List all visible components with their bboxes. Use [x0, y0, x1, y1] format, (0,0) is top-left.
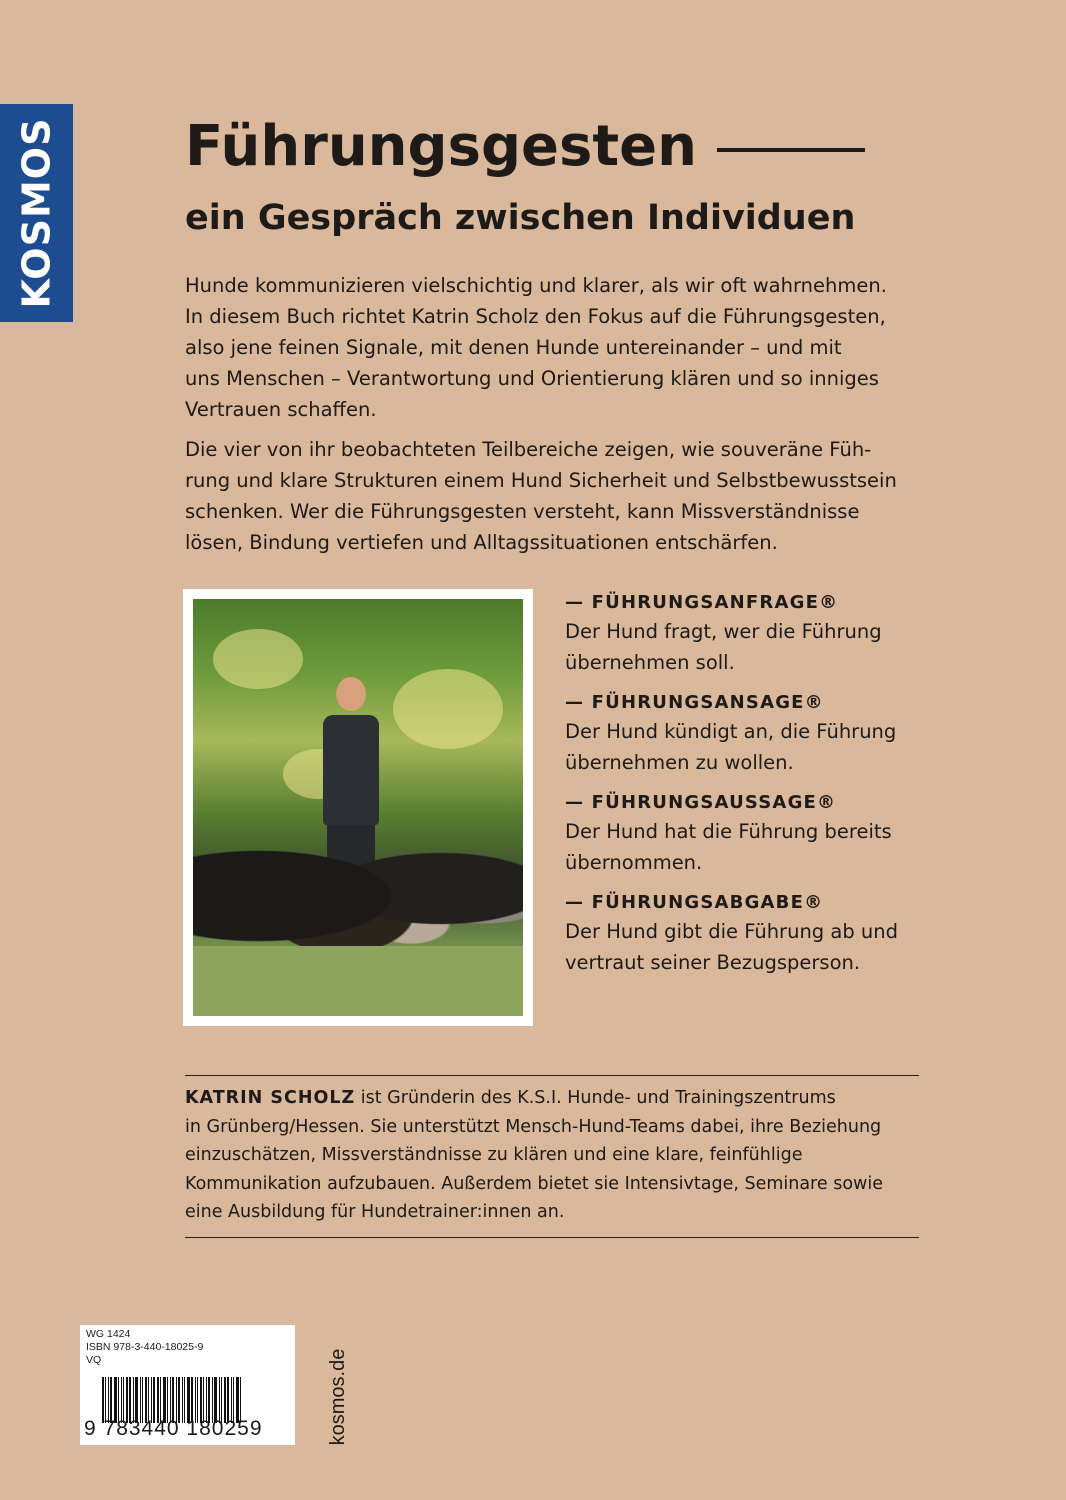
feature-name: — FÜHRUNGSANFRAGE®: [565, 592, 839, 613]
feature-item: [565, 690, 925, 778]
divider-top: [185, 1075, 919, 1076]
book-title-text: Führungsgesten: [185, 114, 697, 179]
website-url: kosmos.de: [327, 1348, 349, 1446]
title-dash-rule: [717, 148, 865, 152]
feature-name: — FÜHRUNGSANSAGE®: [565, 692, 824, 713]
author-photo: [183, 589, 533, 1026]
feature-name: — FÜHRUNGSABGABE®: [565, 892, 824, 913]
wg-code: WG 1424: [86, 1328, 131, 1340]
feature-item: [565, 790, 925, 878]
feature-description: Der Hund hat die Führung bereits übernommen.: [565, 820, 892, 874]
isbn-barcode: [80, 1325, 295, 1445]
intro-paragraph-1: Hunde kommunizieren vielschichtig und klarer, als wir oft wahrnehmen. In diesem Buch richtet Katrin Scholz den Fokus auf die Führungsgesten, also jene feinen Signale, mit denen Hunde untereinander – und mit uns Menschen – Verantwortung und Orientierung klären und so inniges Vertrauen schaffen.: [185, 274, 887, 421]
barcode-number: 9 783440 180259: [84, 1417, 263, 1440]
author-bio: [185, 1084, 925, 1227]
vq-code: VQ: [86, 1354, 102, 1366]
kosmos-logo: [0, 104, 73, 322]
feature-description: Der Hund kündigt an, die Führung übernehmen zu wollen.: [565, 720, 897, 774]
book-subtitle: ein Gespräch zwischen Individuen: [185, 198, 856, 238]
photo-author-with-dogs: [193, 599, 523, 1016]
feature-description: Der Hund gibt die Führung ab und vertraut seiner Bezugsperson.: [565, 920, 898, 974]
feature-description: Der Hund fragt, wer die Führung übernehmen soll.: [565, 620, 882, 674]
divider-bottom: [185, 1237, 919, 1238]
feature-name: — FÜHRUNGSAUSSAGE®: [565, 792, 837, 813]
author-bio-text: ist Gründerin des K.S.I. Hunde- und Trainingszentrums in Grünberg/Hessen. Sie unterstützt Mensch-Hund-Teams dabei, ihre Beziehung einzuschätzen, Missverständnisse zu klären und eine klare, feinfühlige Kommunikation aufzubauen. Außerdem bietet sie Intensivtage, Seminare sowie eine Ausbildung für Hundetrainer:innen an.: [185, 1088, 883, 1222]
author-name: KATRIN SCHOLZ: [185, 1088, 356, 1108]
book-title: [185, 112, 865, 182]
feature-item: [565, 890, 925, 978]
intro-paragraph-2: Die vier von ihr beobachteten Teilbereiche zeigen, wie souveräne Füh- rung und klare Strukturen einem Hund Sicherheit und Selbstbewusstsein schenken. Wer die Führungsgesten versteht, kann Missverständnisse lösen, Bindung vertiefen und Alltagssituationen entschärfen.: [185, 438, 897, 554]
isbn-text: ISBN 978-3-440-18025-9: [86, 1341, 204, 1353]
feature-list: [565, 590, 925, 990]
feature-item: [565, 590, 925, 678]
kosmos-logo-text: KOSMOS: [14, 117, 59, 309]
